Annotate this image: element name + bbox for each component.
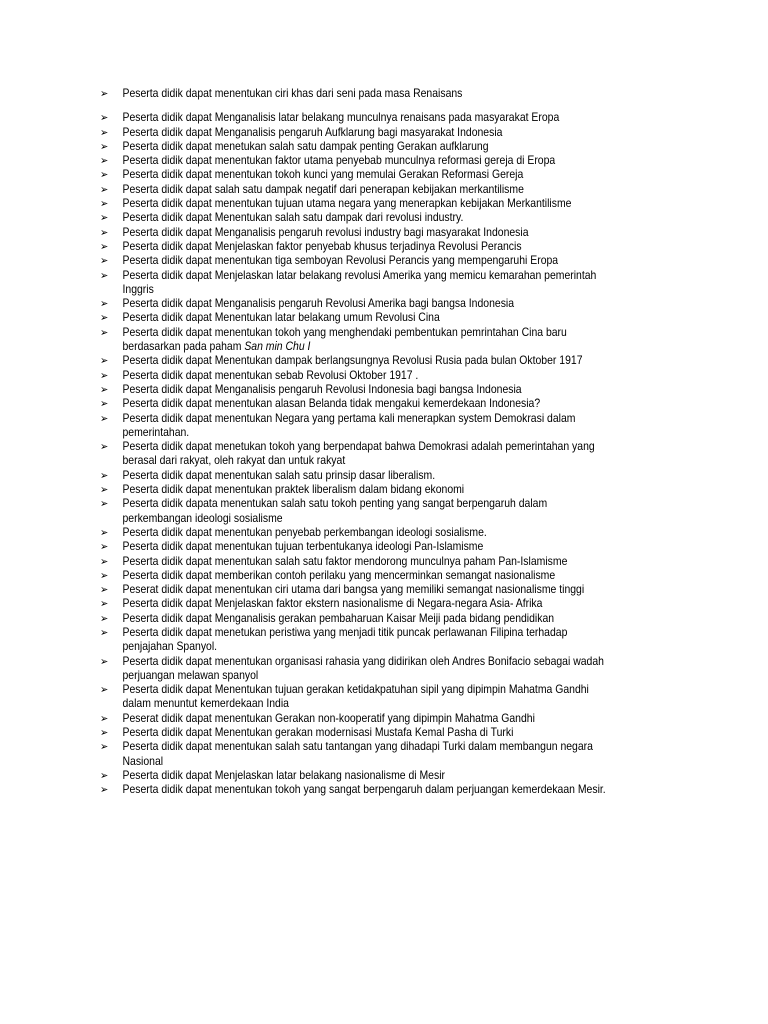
arrow-bullet-icon: ➢ [100,783,109,797]
list-item-text: penjajahan Spanyol. [122,640,218,654]
list-item-text: Peserta didik dapat Menjelaskan faktor ekstern nasionalisme di Negara-negara Asia- Afrika [122,597,543,611]
arrow-bullet-icon: ➢ [100,583,109,597]
list-item [100,269,613,298]
arrow-bullet-icon: ➢ [100,440,109,454]
list-item-text: Peserta didik dapat menentukan Negara yang pertama kali menerapkan system Demokrasi dalam [122,411,576,425]
list-item [100,526,613,540]
list-item [100,569,613,583]
arrow-bullet-icon: ➢ [100,168,109,182]
list-item-text: Peserta didik dapat menentukan tokoh kunci yang memulai Gerakan Reformasi Gereja [122,168,524,182]
list-item [100,140,613,154]
list-item [100,483,613,497]
italic-term: San min Chu I [244,340,311,354]
arrow-bullet-icon: ➢ [100,225,109,239]
list-item [100,383,613,397]
arrow-bullet-icon: ➢ [100,683,109,697]
list-item-text: Peserta didik dapat menentukan alasan Belanda tidak mengakui kemerdekaan Indonesia? [122,397,541,411]
arrow-bullet-icon: ➢ [100,268,109,282]
list-item-text: Nasional [122,754,164,768]
arrow-bullet-icon: ➢ [100,483,109,497]
list-item [100,597,613,611]
list-item [100,583,613,597]
list-item-text: Peserta didik dapat menentukan tokoh yang sangat berpengaruh dalam perjuangan kemerdekaan Mesir. [122,783,606,797]
list-item-text: Inggris [122,282,154,296]
arrow-bullet-icon: ➢ [100,311,109,325]
list-item-text: berasal dari rakyat, oleh rakyat dan untuk rakyat [122,454,346,468]
list-item-text: Peserta didik dapat menentukan sebab Revolusi Oktober 1917 . [122,368,419,382]
list-item-text: Peserta didik dapat Menganalisis pengaruh Revolusi Indonesia bagi bangsa Indonesia [122,382,522,396]
list-item-text: Peserta didik dapat Menentukan tujuan gerakan ketidakpatuhan sipil yang dipimpin Mahatma Gandhi [122,683,589,697]
list-item [100,211,613,225]
arrow-bullet-icon: ➢ [100,182,109,196]
list-item-text: Peserta didik dapat menentukan ciri khas dari seni pada masa Renaisans [122,87,463,100]
list-item-text: dalam menuntut kemerdekaan India [122,697,289,711]
arrow-bullet-icon: ➢ [100,297,109,311]
list-item [100,726,613,740]
arrow-bullet-icon: ➢ [100,397,109,411]
arrow-bullet-icon: ➢ [100,354,109,368]
learning-objectives-list [100,87,613,798]
list-item [100,254,613,268]
arrow-bullet-icon: ➢ [100,368,109,382]
list-item-text: Peserta didik dapat menentukan organisasi rahasia yang didirikan oleh Andres Bonifacio sebagai wadah [122,654,604,668]
list-item-text: Peserta didik dapat Menjelaskan latar belakang nasionalisme di Mesir [122,768,445,782]
list-item [100,326,613,355]
list-item-text: Peserta didik dapat menetukan salah satu dampak penting Gerakan aufklarung [122,139,489,153]
list-item-text: Peserta didik dapat menentukan salah satu prinsip dasar liberalism. [122,468,436,482]
list-item [100,555,613,569]
list-item-text: Peserta didik dapat menentukan faktor utama penyebab munculnya reformasi gereja di Eropa [122,154,556,168]
list-item [100,612,613,626]
list-item-text: Peserta didik dapat menentukan salah satu tantangan yang dihadapi Turki dalam membangun negara [122,740,593,754]
list-item [100,168,613,182]
list-item-text: Peserta didik dapat Menentukan gerakan modernisasi Mustafa Kemal Pasha di Turki [122,726,514,740]
arrow-bullet-icon: ➢ [100,411,109,425]
arrow-bullet-icon: ➢ [100,525,109,539]
arrow-bullet-icon: ➢ [100,87,109,100]
list-item [100,769,613,783]
arrow-bullet-icon: ➢ [100,197,109,211]
list-item-text: Peserta didik dapat menentukan tiga semboyan Revolusi Perancis yang mempengaruhi Eropa [122,254,559,268]
list-item [100,469,613,483]
list-item-text: Peserta didik dapat salah satu dampak negatif dari penerapan kebijakan merkantilisme [122,182,524,196]
arrow-bullet-icon: ➢ [100,554,109,568]
list-item-text [123,340,614,354]
list-item [100,126,613,140]
list-item-text: Peserta didik dapat Menjelaskan latar belakang revolusi Amerika yang memicu kemarahan pemerintah [122,268,597,282]
list-item [100,440,613,469]
list-item-text: perkembangan ideologi sosialisme [122,511,283,525]
list-item [100,712,613,726]
list-item-text: Peserta didik dapat Menganalisis latar belakang munculnya renaisans pada masyarakat Eropa [122,111,560,125]
list-item-text: Peserta didik dapat menentukan tujuan utama negara yang menerapkan kebijakan Merkantilisme [122,197,572,211]
list-item [100,87,613,101]
arrow-bullet-icon: ➢ [100,111,109,125]
list-item-text: Peserta didik dapat Menentukan dampak berlangsungnya Revolusi Rusia pada bulan Oktober 1917 [122,354,583,368]
arrow-bullet-icon: ➢ [100,497,109,511]
arrow-bullet-icon: ➢ [100,125,109,139]
list-item [100,111,613,125]
list-item-text: Peserta didik dapata menentukan salah satu tokoh penting yang sangat berpengaruh dalam [122,497,548,511]
list-item [100,354,613,368]
list-item-text: Peserat didik dapat menentukan Gerakan non-kooperatif yang dipimpin Mahatma Gandhi [122,711,535,725]
arrow-bullet-icon: ➢ [100,254,109,268]
arrow-bullet-icon: ➢ [100,568,109,582]
arrow-bullet-icon: ➢ [100,740,109,754]
arrow-bullet-icon: ➢ [100,211,109,225]
list-item [100,497,613,526]
list-item [100,783,613,797]
list-item-text: Peserta didik dapat Menganalisis pengaruh Revolusi Amerika bagi bangsa Indonesia [122,297,515,311]
arrow-bullet-icon: ➢ [100,154,109,168]
arrow-bullet-icon: ➢ [100,726,109,740]
list-item-text: Peserta didik dapat memberikan contoh perilaku yang mencerminkan semangat nasionalisme [122,568,556,582]
list-item [100,240,613,254]
arrow-bullet-icon: ➢ [100,625,109,639]
list-item [100,655,613,684]
list-item-text: Peserta didik dapat menentukan praktek liberalism dalam bidang ekonomi [122,483,465,497]
list-item [100,197,613,211]
list-item [100,226,613,240]
list-item [100,740,613,769]
list-item-text: Peserta didik dapat Menjelaskan faktor penyebab khusus terjadinya Revolusi Perancis [122,239,522,253]
list-item [100,540,613,554]
arrow-bullet-icon: ➢ [100,540,109,554]
arrow-bullet-icon: ➢ [100,711,109,725]
arrow-bullet-icon: ➢ [100,325,109,339]
arrow-bullet-icon: ➢ [100,611,109,625]
list-item-text-segment: berdasarkan pada paham [122,340,245,354]
list-item [100,397,613,411]
arrow-bullet-icon: ➢ [100,768,109,782]
list-item [100,369,613,383]
arrow-bullet-icon: ➢ [100,468,109,482]
list-item [100,626,613,655]
list-item-text: Peserta didik dapat menentukan tujuan terbentukanya ideologi Pan-Islamisme [122,540,484,554]
list-item-text: Peserta didik dapat menetukan tokoh yang berpendapat bahwa Demokrasi adalah pemerintahan yang [122,440,595,454]
list-item [100,154,613,168]
list-item-text: Peserta didik dapat Menentukan salah satu dampak dari revolusi industry. [122,211,464,225]
arrow-bullet-icon: ➢ [100,654,109,668]
list-item-text: Peserta didik dapat menentukan penyebab perkembangan ideologi sosialisme. [122,525,487,539]
list-item [100,297,613,311]
arrow-bullet-icon: ➢ [100,239,109,253]
list-item-text: Peserta didik dapat Menganalisis pengaruh revolusi industry bagi masyarakat Indonesia [122,225,529,239]
list-item-text: pemerintahan. [122,425,190,439]
arrow-bullet-icon: ➢ [100,382,109,396]
list-item-text: Peserta didik dapat Menentukan latar belakang umum Revolusi Cina [122,311,440,325]
arrow-bullet-icon: ➢ [100,139,109,153]
arrow-bullet-icon: ➢ [100,597,109,611]
list-item-text: Peserta didik dapat menentukan salah satu faktor mendorong munculnya paham Pan-Islamisme [122,554,568,568]
list-item-text: Peserta didik dapat menentukan tokoh yang menghendaki pembentukan pemrintahan Cina baru [122,325,567,339]
list-item-text: Peserta didik dapat menetukan peristiwa yang menjadi titik puncak perlawanan Filipina terhadap [122,625,568,639]
list-item [100,311,613,325]
list-item [100,183,613,197]
list-item-text: Peserta didik dapat Menganalisis pengaruh Aufklarung bagi masyarakat Indonesia [122,125,503,139]
list-item [100,412,613,441]
list-item-text: Peserta didik dapat Menganalisis gerakan pembaharuan Kaisar Meiji pada bidang pendidikan [122,611,555,625]
list-item-text: Peserat didik dapat menentukan ciri utama dari bangsa yang memiliki semangat nasionalisme tinggi [122,583,585,597]
list-item-text: perjuangan melawan spanyol [122,668,259,682]
list-item [100,683,613,712]
